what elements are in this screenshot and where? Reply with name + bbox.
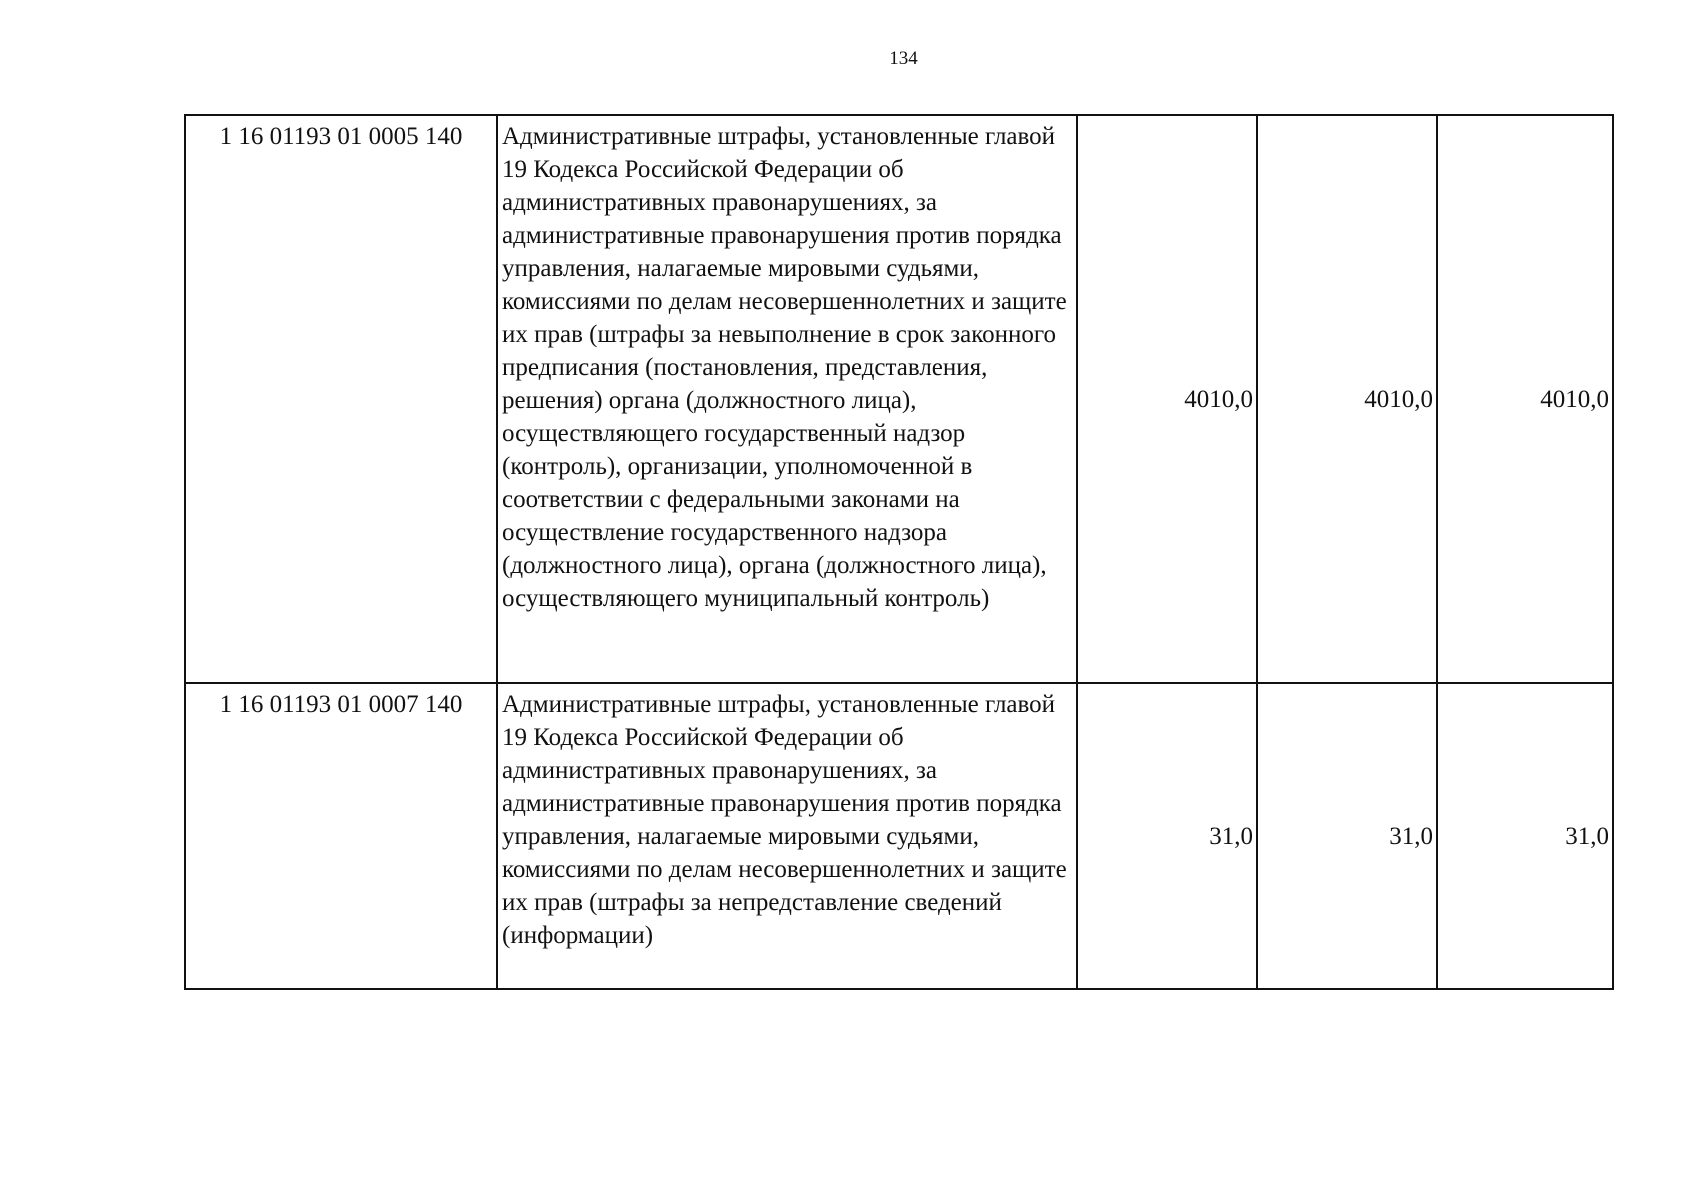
table-row: [185, 115, 1613, 683]
table-row: [185, 683, 1613, 989]
page-number: 134: [889, 48, 918, 69]
value-cell-year-3: 4010,0: [1437, 115, 1613, 683]
value-cell-year-1: 4010,0: [1077, 115, 1257, 683]
value-cell-year-2: 4010,0: [1257, 115, 1437, 683]
budget-code-cell: 1 16 01193 01 0005 140: [185, 115, 497, 683]
value-cell-year-1: 31,0: [1077, 683, 1257, 989]
value-cell-year-3: 31,0: [1437, 683, 1613, 989]
value-cell-year-2: 31,0: [1257, 683, 1437, 989]
budget-table: [184, 114, 1614, 990]
description-cell: Административные штрафы, установленные главой 19 Кодекса Российской Федерации об административных правонарушениях, за административные правонарушения против порядка управления, налагаемые мировыми судьями, комиссиями по делам несовершеннолетних и защите их прав (штрафы за непредставление сведений (информации): [497, 683, 1077, 989]
budget-code-cell: 1 16 01193 01 0007 140: [185, 683, 497, 989]
description-cell: Административные штрафы, установленные главой 19 Кодекса Российской Федерации об административных правонарушениях, за административные правонарушения против порядка управления, налагаемые мировыми судьями, комиссиями по делам несовершеннолетних и защите их прав (штрафы за невыполнение в срок законного предписания (постановления, представления, решения) органа (должностного лица), осуществляющего государственный надзор (контроль), организации, уполномоченной в соответствии с федеральными законами на осуществление государственного надзора (должностного лица), органа (должностного лица), осуществляющего муниципальный контроль): [497, 115, 1077, 683]
